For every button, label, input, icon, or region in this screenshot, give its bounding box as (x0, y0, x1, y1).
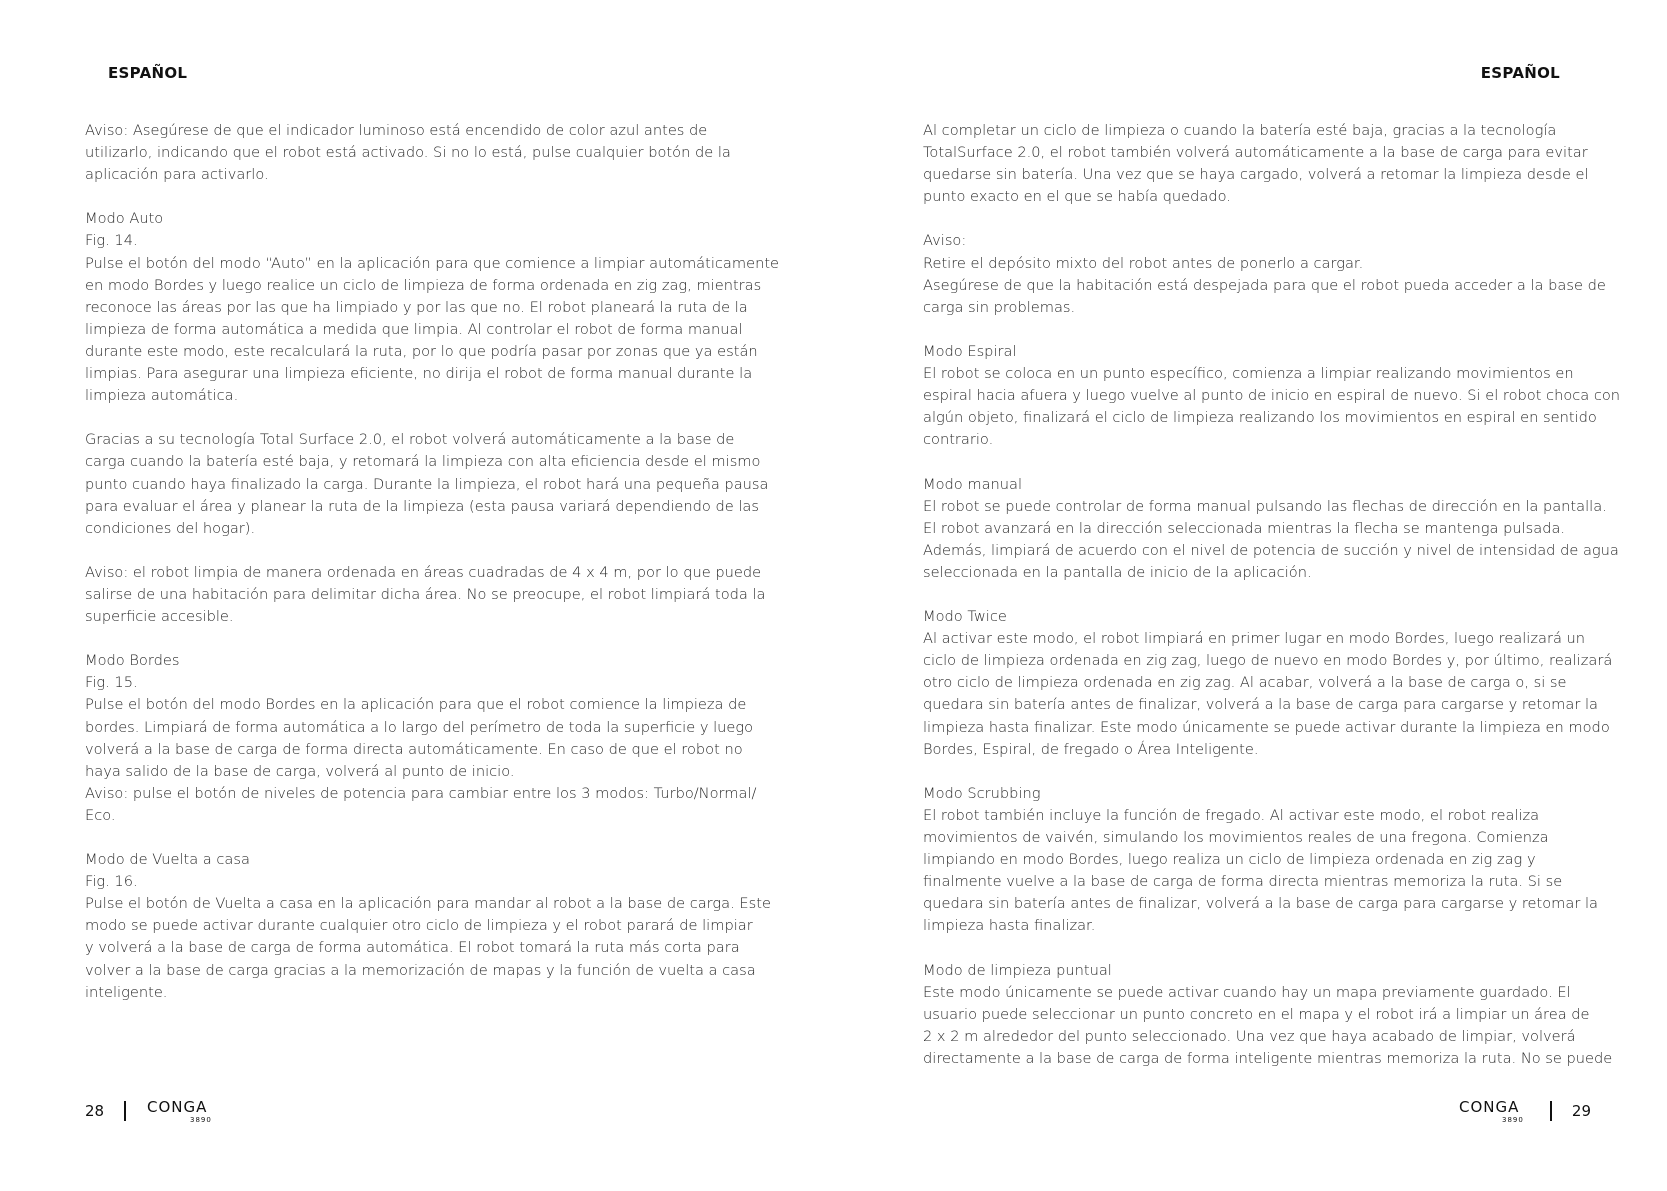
text-line: haya salido de la base de carga, volverá al punto de inicio. (85, 762, 515, 780)
text-line: Modo Twice (923, 608, 1007, 626)
text-line: Al activar este modo, el robot limpiará en primer lugar en modo Bordes, luego realizará un (923, 630, 1586, 648)
paragraph (923, 474, 1619, 584)
text-line: limpieza hasta finalizar. (923, 917, 1096, 935)
text-line: 2 x 2 m alrededor del punto seleccionado. Una vez que haya acabado de limpiar, volverá (923, 1027, 1576, 1045)
right-footer (1458, 1094, 1591, 1128)
right-page (833, 0, 1666, 1191)
conga-logo (1458, 1097, 1530, 1125)
paragraph (85, 650, 755, 827)
conga-logo (146, 1097, 218, 1125)
footer-divider (124, 1101, 126, 1121)
paragraph (923, 606, 1613, 761)
text-line: Modo manual (923, 475, 1023, 493)
text-line: modo se puede activar durante cualquier otro ciclo de limpieza y el robot parará de limpiar (85, 917, 753, 935)
text-line: carga cuando la batería esté baja, y retomará la limpieza con alta eficiencia desde el mismo (85, 453, 761, 471)
text-line: otro ciclo de limpieza ordenada en zig zag. Al acabar, volverá a la base de carga o, si se (923, 674, 1567, 692)
text-line: Retire el depósito mixto del robot antes de ponerlo a cargar. (923, 254, 1364, 272)
text-line: Aviso: el robot limpia de manera ordenada en áreas cuadradas de 4 x 4 m, por lo que puede (85, 563, 762, 581)
svg-text:CONGA: CONGA (147, 1098, 208, 1116)
text-line: para evaluar el área y planear la ruta de la limpieza (esta pausa variará dependiendo de las (85, 497, 759, 515)
text-line: punto exacto en el que se había quedado. (923, 188, 1231, 206)
text-line: El robot se puede controlar de forma manual pulsando las flechas de dirección en la pantalla. (923, 497, 1607, 515)
text-line: Modo Bordes (85, 652, 180, 670)
text-line: aplicación para activarlo. (85, 166, 269, 184)
text-line: limpieza hasta finalizar. Este modo únicamente se puede activar durante la limpieza en modo (923, 718, 1610, 736)
text-line: Modo Espiral (923, 342, 1017, 360)
page-header-language: ESPAÑOL (108, 64, 188, 82)
text-line: condiciones del hogar). (85, 519, 256, 537)
text-line: bordes. Limpiará de forma automática a lo largo del perímetro de toda la superficie y luego (85, 718, 754, 736)
paragraph (85, 849, 771, 1004)
text-line: espiral hacia afuera y luego vuelve al punto de inicio en espiral de nuevo. Si el robot choca con (923, 387, 1621, 405)
paragraph (923, 960, 1613, 1070)
paragraph (85, 120, 755, 186)
text-line: ciclo de limpieza ordenada en zig zag, luego de nuevo en modo Bordes y, por último, realizará (923, 652, 1613, 670)
text-line: punto cuando haya finalizado la carga. Durante la limpieza, el robot hará una pequeña pausa (85, 475, 769, 493)
text-line: usuario puede seleccionar un punto concreto en el mapa y el robot irá a limpiar un área de (923, 1005, 1590, 1023)
paragraph (923, 783, 1598, 938)
text-line: El robot también incluye la función de fregado. Al activar este modo, el robot realiza (923, 806, 1540, 824)
text-line: finalmente vuelve a la base de carga de forma directa mientras memoriza la ruta. Si se (923, 873, 1563, 891)
text-line: limpieza de forma automática a medida que limpia. Al controlar el robot de forma manual (85, 320, 743, 338)
text-line: en modo Bordes y luego realice un ciclo de limpieza de forma ordenada en zig zag, mientras (85, 276, 762, 294)
svg-text:3890: 3890 (190, 1116, 212, 1124)
text-line: seleccionada en la pantalla de inicio de la aplicación. (923, 563, 1312, 581)
text-line: utilizarlo, indicando que el robot está activado. Si no lo está, pulse cualquier botón de la (85, 144, 731, 162)
text-line: Aviso: (923, 232, 967, 250)
text-line: Además, limpiará de acuerdo con el nivel de potencia de succión y nivel de intensidad de agua (923, 541, 1619, 559)
paragraph (923, 341, 1621, 451)
text-line: Este modo únicamente se puede activar cuando hay un mapa previamente guardado. El (923, 983, 1571, 1001)
text-line: limpieza automática. (85, 387, 239, 405)
text-line: Pulse el botón del modo Bordes en la aplicación para que el robot comience la limpieza de (85, 696, 747, 714)
text-line: Fig. 15. (85, 674, 138, 692)
page-number: 28 (85, 1102, 105, 1120)
text-line: Modo Auto (85, 210, 164, 228)
text-line: quedarse sin batería. Una vez que se haya cargado, volverá a retomar la limpieza desde el (923, 166, 1589, 184)
text-line: TotalSurface 2.0, el robot también volverá automáticamente a la base de carga para evitar (923, 144, 1588, 162)
paragraph (923, 120, 1591, 208)
text-line: Modo de limpieza puntual (923, 961, 1112, 979)
text-line: directamente a la base de carga de forma inteligente mientras memoriza la ruta. No se puede (923, 1049, 1613, 1067)
text-line: Pulse el botón de Vuelta a casa en la aplicación para mandar al robot a la base de carga. Este (85, 895, 771, 913)
text-line: El robot se coloca en un punto específico, comienza a limpiar realizando movimientos en (923, 365, 1574, 383)
text-line: Bordes, Espiral, de fregado o Área Inteligente. (923, 740, 1259, 758)
text-line: Aviso: Asegúrese de que el indicador luminoso está encendido de color azul antes de (85, 122, 708, 139)
text-line: algún objeto, finalizará el ciclo de limpieza realizando los movimientos en espiral en sentido (923, 409, 1597, 427)
text-line: contrario. (923, 431, 994, 449)
text-line: y volverá a la base de carga de forma automática. El robot tomará la ruta más corta para (85, 939, 740, 957)
paragraph (85, 562, 766, 628)
text-line: Gracias a su tecnología Total Surface 2.0, el robot volverá automáticamente a la base de (85, 431, 735, 449)
text-line: limpiando en modo Bordes, luego realiza un ciclo de limpieza ordenada en zig zag y (923, 851, 1536, 869)
text-line: Fig. 14. (85, 232, 138, 250)
paragraph (923, 230, 1606, 318)
text-line: Fig. 16. (85, 873, 138, 891)
page-header-language: ESPAÑOL (1480, 64, 1560, 82)
text-line: limpias. Para asegurar una limpieza eficiente, no dirija el robot de forma manual durante la (85, 365, 753, 383)
right-body-text (923, 120, 1621, 1092)
svg-text:CONGA: CONGA (1458, 1098, 1520, 1116)
text-line: durante este modo, este recalculará la ruta, por lo que podría pasar por zonas que ya están (85, 342, 758, 360)
left-body-text (85, 120, 780, 1026)
text-line: volver a la base de carga gracias a la memorización de mapas y la función de vuelta a casa (85, 961, 756, 979)
text-line: reconoce las áreas por las que ha limpiado y por las que no. El robot planeará la ruta de la (85, 298, 748, 316)
text-line: Aviso: pulse el botón de niveles de potencia para cambiar entre los 3 modos: Turbo/Normal/ (85, 784, 757, 802)
paragraph (85, 429, 769, 539)
text-line: carga sin problemas. (923, 298, 1076, 316)
text-line: Modo Scrubbing (923, 784, 1041, 802)
svg-text:3890: 3890 (1501, 1116, 1524, 1124)
footer-divider (1550, 1101, 1552, 1121)
paragraph (85, 208, 780, 407)
text-line: Al completar un ciclo de limpieza o cuando la batería esté baja, gracias a la tecnología (923, 122, 1557, 139)
text-line: quedara sin batería antes de finalizar, volverá a la base de carga para cargarse y retomar la (923, 895, 1598, 913)
text-line: Eco. (85, 806, 116, 824)
text-line: Pulse el botón del modo “Auto” en la aplicación para que comience a limpiar automáticamente (85, 254, 780, 272)
text-line: movimientos de vaivén, simulando los movimientos reales de una fregona. Comienza (923, 829, 1549, 846)
text-line: salirse de una habitación para delimitar dicha área. No se preocupe, el robot limpiará toda la (85, 585, 766, 603)
text-line: El robot avanzará en la dirección seleccionada mientras la flecha se mantenga pulsada. (923, 519, 1566, 537)
left-page (0, 0, 833, 1191)
text-line: Modo de Vuelta a casa (85, 851, 250, 869)
text-line: inteligente. (85, 983, 168, 1001)
page-number: 29 (1571, 1102, 1591, 1120)
text-line: superficie accesible. (85, 608, 234, 626)
text-line: Asegúrese de que la habitación está despejada para que el robot pueda acceder a la base de (923, 276, 1606, 294)
text-line: volverá a la base de carga de forma directa automáticamente. En caso de que el robot no (85, 740, 743, 758)
text-line: quedara sin batería antes de finalizar, volverá a la base de carga para cargarse y retomar la (923, 696, 1598, 714)
left-footer (85, 1094, 218, 1128)
